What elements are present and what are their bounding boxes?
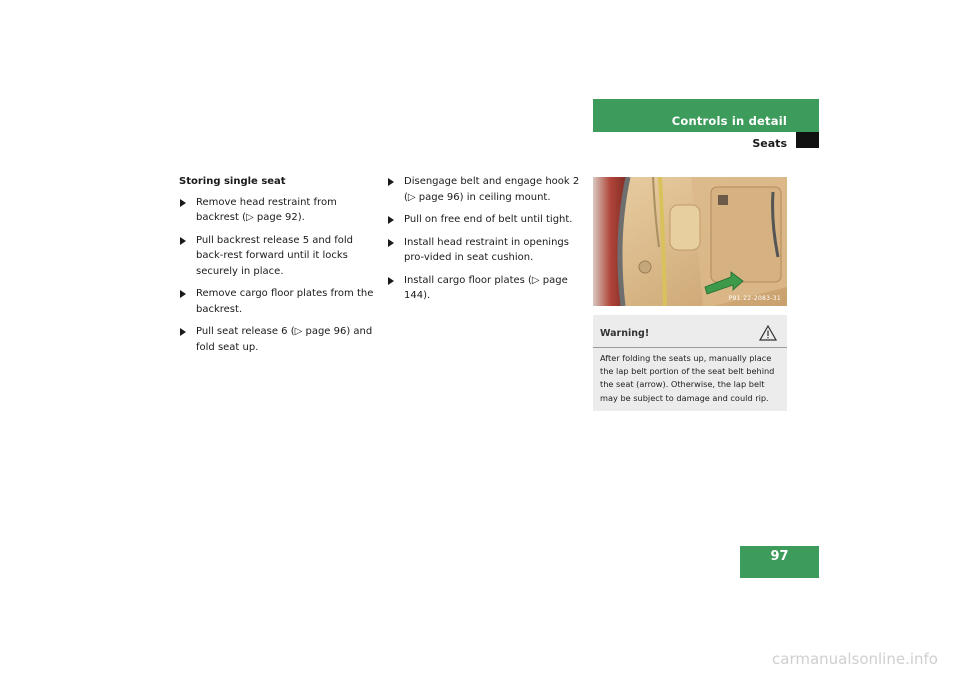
left-column (179, 174, 375, 362)
warning-text: After folding the seats up, manually place the lap belt portion of the seat belt behind the seat (arrow). Otherwise, the lap belt may be subject to damage and could rip. (600, 353, 775, 403)
triangle-bullet-icon (388, 277, 394, 285)
right-column (387, 174, 587, 311)
step-text: Disengage belt and engage hook 2 (▷ page 96) in ceiling mount. (404, 176, 580, 203)
step-item (387, 273, 587, 304)
step-item (387, 235, 587, 266)
triangle-bullet-icon (388, 239, 394, 247)
triangle-bullet-icon (180, 290, 186, 298)
triangle-bullet-icon (388, 216, 394, 224)
triangle-bullet-icon (388, 178, 394, 186)
step-item (179, 324, 375, 355)
step-text: Install head restraint in openings pro-vided in seat cushion. (404, 236, 569, 263)
page-number: 97 (770, 549, 789, 564)
step-item (179, 195, 375, 226)
subsection-title: Seats (752, 137, 787, 150)
section-title: Controls in detail (671, 114, 787, 128)
site-watermark[interactable]: carmanualsonline.info (772, 650, 938, 668)
warning-title: Warning! (600, 328, 650, 339)
step-text: Remove head restraint from backrest (▷ page 92). (196, 196, 337, 223)
page-number-band (740, 546, 819, 578)
step-text: Remove cargo floor plates from the backrest. (196, 288, 374, 315)
triangle-bullet-icon (180, 199, 186, 207)
step-item (179, 233, 375, 280)
image-code: P91.22-2083-31 (728, 295, 781, 302)
step-text: Install cargo floor plates (▷ page 144). (404, 274, 568, 301)
step-text: Pull seat release 6 (▷ page 96) and fold seat up. (196, 326, 373, 353)
warning-triangle-icon (759, 325, 777, 341)
header-marker-block (796, 132, 819, 148)
step-item (387, 212, 587, 228)
triangle-bullet-icon (180, 328, 186, 336)
procedure-title: Storing single seat (179, 176, 286, 187)
step-item (179, 286, 375, 317)
step-text: Pull backrest release 5 and fold back-rest forward until it locks securely in place. (196, 234, 353, 277)
warning-box (593, 315, 787, 411)
warning-divider (593, 347, 787, 348)
triangle-bullet-icon (180, 237, 186, 245)
step-text: Pull on free end of belt until tight. (404, 214, 573, 225)
seat-belt-photo (593, 177, 787, 306)
header-band (593, 99, 819, 132)
step-item (387, 174, 587, 205)
seat-photo-illustration (593, 177, 787, 306)
